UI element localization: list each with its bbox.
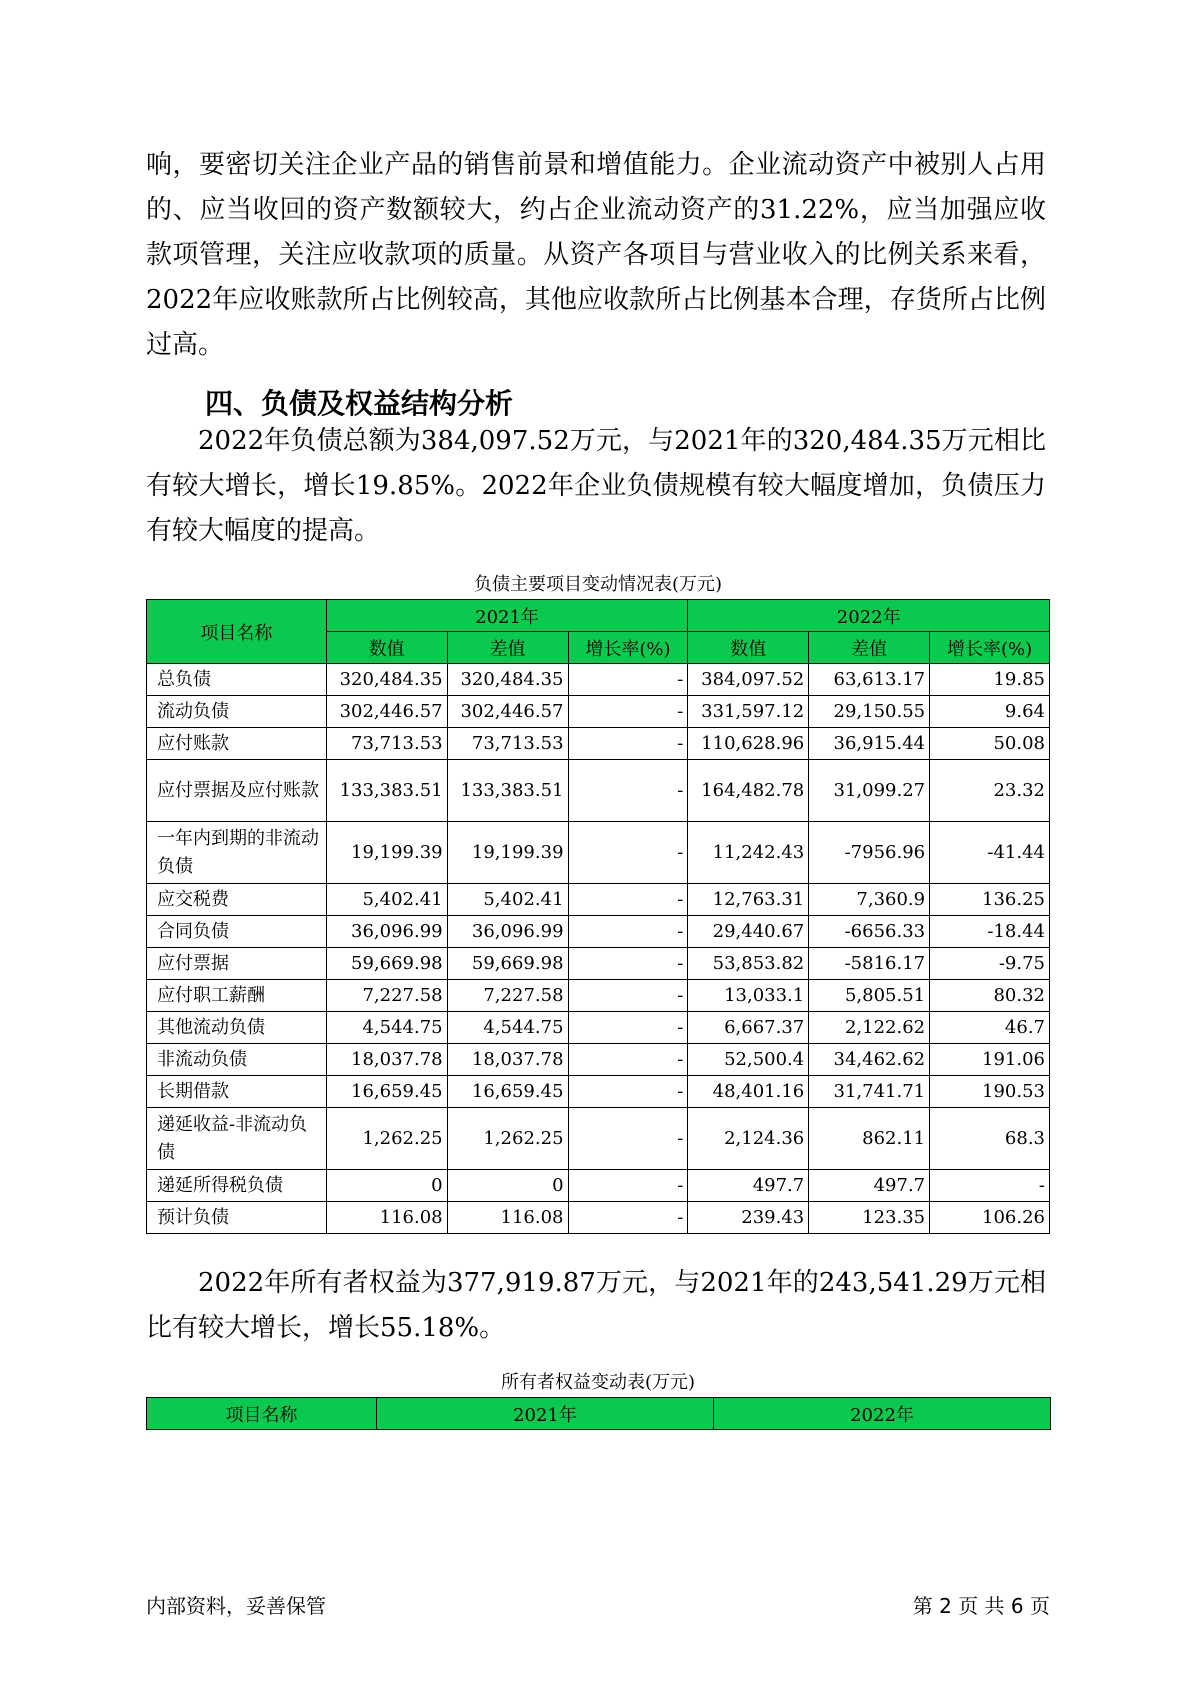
row-name-cell: 非流动负债 (147, 1044, 327, 1076)
growth-2021-cell: - (568, 948, 688, 980)
growth-2022-cell: 136.25 (930, 884, 1050, 916)
diff-2021-cell: 7,227.58 (447, 980, 568, 1012)
growth-2021-cell: - (568, 760, 688, 822)
growth-2022-cell: 9.64 (930, 696, 1050, 728)
value-2022-cell: 497.7 (688, 1170, 809, 1202)
growth-2022-cell: 23.32 (930, 760, 1050, 822)
growth-2021-cell: - (568, 1202, 688, 1234)
growth-2021-cell: - (568, 1044, 688, 1076)
value-2022-cell: 164,482.78 (688, 760, 809, 822)
diff-2022-cell: -5816.17 (809, 948, 930, 980)
diff-2021-cell: 320,484.35 (447, 664, 568, 696)
value-2022-cell: 29,440.67 (688, 916, 809, 948)
table-row (147, 728, 1050, 760)
growth-2021-cell: - (568, 980, 688, 1012)
equity-header-year-2021: 2021年 (377, 1398, 714, 1430)
row-name-cell: 递延收益-非流动负债 (147, 1108, 327, 1170)
value-2022-cell: 48,401.16 (688, 1076, 809, 1108)
growth-2022-cell: 19.85 (930, 664, 1050, 696)
header-item-name: 项目名称 (147, 600, 327, 664)
value-2022-cell: 52,500.4 (688, 1044, 809, 1076)
table-row (147, 1076, 1050, 1108)
growth-2022-cell: 46.7 (930, 1012, 1050, 1044)
equity-table (146, 1397, 1051, 1430)
diff-2021-cell: 0 (447, 1170, 568, 1202)
value-2022-cell: 6,667.37 (688, 1012, 809, 1044)
growth-2022-cell: 80.32 (930, 980, 1050, 1012)
growth-2021-cell: - (568, 884, 688, 916)
diff-2021-cell: 19,199.39 (447, 822, 568, 884)
row-name-cell: 应付账款 (147, 728, 327, 760)
diff-2022-cell: 29,150.55 (809, 696, 930, 728)
row-name-cell: 总负债 (147, 664, 327, 696)
diff-2021-cell: 1,262.25 (447, 1108, 568, 1170)
value-2021-cell: 116.08 (326, 1202, 447, 1234)
growth-2022-cell: 50.08 (930, 728, 1050, 760)
diff-2021-cell: 59,669.98 (447, 948, 568, 980)
value-2021-cell: 5,402.41 (326, 884, 447, 916)
diff-2021-cell: 4,544.75 (447, 1012, 568, 1044)
header-diff-2022: 差值 (809, 632, 930, 664)
growth-2022-cell: -9.75 (930, 948, 1050, 980)
table-row (147, 1170, 1050, 1202)
diff-2022-cell: 31,741.71 (809, 1076, 930, 1108)
value-2021-cell: 7,227.58 (326, 980, 447, 1012)
value-2022-cell: 11,242.43 (688, 822, 809, 884)
liability-table (146, 599, 1050, 1234)
table-row (147, 696, 1050, 728)
diff-2021-cell: 73,713.53 (447, 728, 568, 760)
diff-2021-cell: 16,659.45 (447, 1076, 568, 1108)
liability-table-caption: 负债主要项目变动情况表(万元) (473, 574, 723, 595)
table-row (147, 1012, 1050, 1044)
value-2021-cell: 1,262.25 (326, 1108, 447, 1170)
diff-2021-cell: 5,402.41 (447, 884, 568, 916)
row-name-cell: 应付票据及应付账款 (147, 760, 327, 822)
diff-2022-cell: 5,805.51 (809, 980, 930, 1012)
row-name-cell: 其他流动负债 (147, 1012, 327, 1044)
value-2022-cell: 239.43 (688, 1202, 809, 1234)
diff-2021-cell: 133,383.51 (447, 760, 568, 822)
table-row (147, 1044, 1050, 1076)
footer-page-number: 第 2 页 共 6 页 (912, 1594, 1050, 1618)
diff-2021-cell: 36,096.99 (447, 916, 568, 948)
value-2021-cell: 302,446.57 (326, 696, 447, 728)
value-2022-cell: 2,124.36 (688, 1108, 809, 1170)
header-growth-2021: 增长率(%) (568, 632, 688, 664)
diff-2022-cell: 63,613.17 (809, 664, 930, 696)
growth-2021-cell: - (568, 822, 688, 884)
equity-table-caption: 所有者权益变动表(万元) (500, 1372, 696, 1393)
table-row (147, 948, 1050, 980)
diff-2022-cell: 123.35 (809, 1202, 930, 1234)
diff-2022-cell: 862.11 (809, 1108, 930, 1170)
header-value-2021: 数值 (326, 632, 447, 664)
diff-2021-cell: 116.08 (447, 1202, 568, 1234)
value-2022-cell: 331,597.12 (688, 696, 809, 728)
value-2021-cell: 16,659.45 (326, 1076, 447, 1108)
row-name-cell: 递延所得税负债 (147, 1170, 327, 1202)
table-row (147, 1202, 1050, 1234)
value-2021-cell: 133,383.51 (326, 760, 447, 822)
row-name-cell: 预计负债 (147, 1202, 327, 1234)
growth-2022-cell: - (930, 1170, 1050, 1202)
value-2021-cell: 0 (326, 1170, 447, 1202)
value-2022-cell: 110,628.96 (688, 728, 809, 760)
diff-2022-cell: 2,122.62 (809, 1012, 930, 1044)
value-2021-cell: 320,484.35 (326, 664, 447, 696)
table-row (147, 1108, 1050, 1170)
value-2022-cell: 53,853.82 (688, 948, 809, 980)
table-row (147, 884, 1050, 916)
growth-2022-cell: -41.44 (930, 822, 1050, 884)
liability-table-body (147, 664, 1050, 1234)
table-row (147, 822, 1050, 884)
equity-header-item-name: 项目名称 (147, 1398, 377, 1430)
diff-2021-cell: 18,037.78 (447, 1044, 568, 1076)
header-year-2021: 2021年 (326, 600, 688, 632)
value-2021-cell: 73,713.53 (326, 728, 447, 760)
table-row (147, 664, 1050, 696)
section-heading: 四、负债及权益结构分析 (205, 387, 514, 420)
diff-2022-cell: 497.7 (809, 1170, 930, 1202)
row-name-cell: 合同负债 (147, 916, 327, 948)
value-2022-cell: 384,097.52 (688, 664, 809, 696)
table-row (147, 980, 1050, 1012)
growth-2022-cell: -18.44 (930, 916, 1050, 948)
row-name-cell: 应付职工薪酬 (147, 980, 327, 1012)
header-growth-2022: 增长率(%) (930, 632, 1050, 664)
row-name-cell: 长期借款 (147, 1076, 327, 1108)
diff-2021-cell: 302,446.57 (447, 696, 568, 728)
growth-2021-cell: - (568, 728, 688, 760)
row-name-cell: 应交税费 (147, 884, 327, 916)
growth-2022-cell: 190.53 (930, 1076, 1050, 1108)
equity-paragraph: 2022年所有者权益为377,919.87万元，与2021年的243,541.29万元相比有较大增长，增长55.18%。 (146, 1268, 1046, 1343)
equity-header-year-2022: 2022年 (714, 1398, 1051, 1430)
growth-2021-cell: - (568, 1108, 688, 1170)
growth-2021-cell: - (568, 1170, 688, 1202)
diff-2022-cell: 7,360.9 (809, 884, 930, 916)
growth-2022-cell: 106.26 (930, 1202, 1050, 1234)
value-2021-cell: 36,096.99 (326, 916, 447, 948)
liability-paragraph: 2022年负债总额为384,097.52万元，与2021年的320,484.35万元相比有较大增长，增长19.85%。2022年企业负债规模有较大幅度增加，负债压力有较大幅度的提高。 (146, 426, 1046, 546)
diff-2022-cell: -6656.33 (809, 916, 930, 948)
diff-2022-cell: -7956.96 (809, 822, 930, 884)
value-2021-cell: 19,199.39 (326, 822, 447, 884)
diff-2022-cell: 34,462.62 (809, 1044, 930, 1076)
footer-confidential-note: 内部资料，妥善保管 (146, 1594, 326, 1618)
row-name-cell: 应付票据 (147, 948, 327, 980)
growth-2021-cell: - (568, 1012, 688, 1044)
growth-2022-cell: 68.3 (930, 1108, 1050, 1170)
intro-paragraph: 响，要密切关注企业产品的销售前景和增值能力。企业流动资产中被别人占用的、应当收回的资产数额较大，约占企业流动资产的31.22%，应当加强应收款项管理，关注应收款项的质量。从资产各项目与营业收入的比例关系来看，2022年应收账款所占比例较高，其他应收款所占比例基本合理，存货所占比例过高。 (146, 150, 1046, 360)
value-2021-cell: 18,037.78 (326, 1044, 447, 1076)
value-2022-cell: 12,763.31 (688, 884, 809, 916)
header-diff-2021: 差值 (447, 632, 568, 664)
header-value-2022: 数值 (688, 632, 809, 664)
row-name-cell: 一年内到期的非流动负债 (147, 822, 327, 884)
diff-2022-cell: 36,915.44 (809, 728, 930, 760)
value-2022-cell: 13,033.1 (688, 980, 809, 1012)
row-name-cell: 流动负债 (147, 696, 327, 728)
growth-2021-cell: - (568, 916, 688, 948)
header-year-2022: 2022年 (688, 600, 1050, 632)
growth-2021-cell: - (568, 664, 688, 696)
table-row (147, 760, 1050, 822)
growth-2022-cell: 191.06 (930, 1044, 1050, 1076)
value-2021-cell: 4,544.75 (326, 1012, 447, 1044)
diff-2022-cell: 31,099.27 (809, 760, 930, 822)
growth-2021-cell: - (568, 1076, 688, 1108)
value-2021-cell: 59,669.98 (326, 948, 447, 980)
growth-2021-cell: - (568, 696, 688, 728)
table-row (147, 916, 1050, 948)
